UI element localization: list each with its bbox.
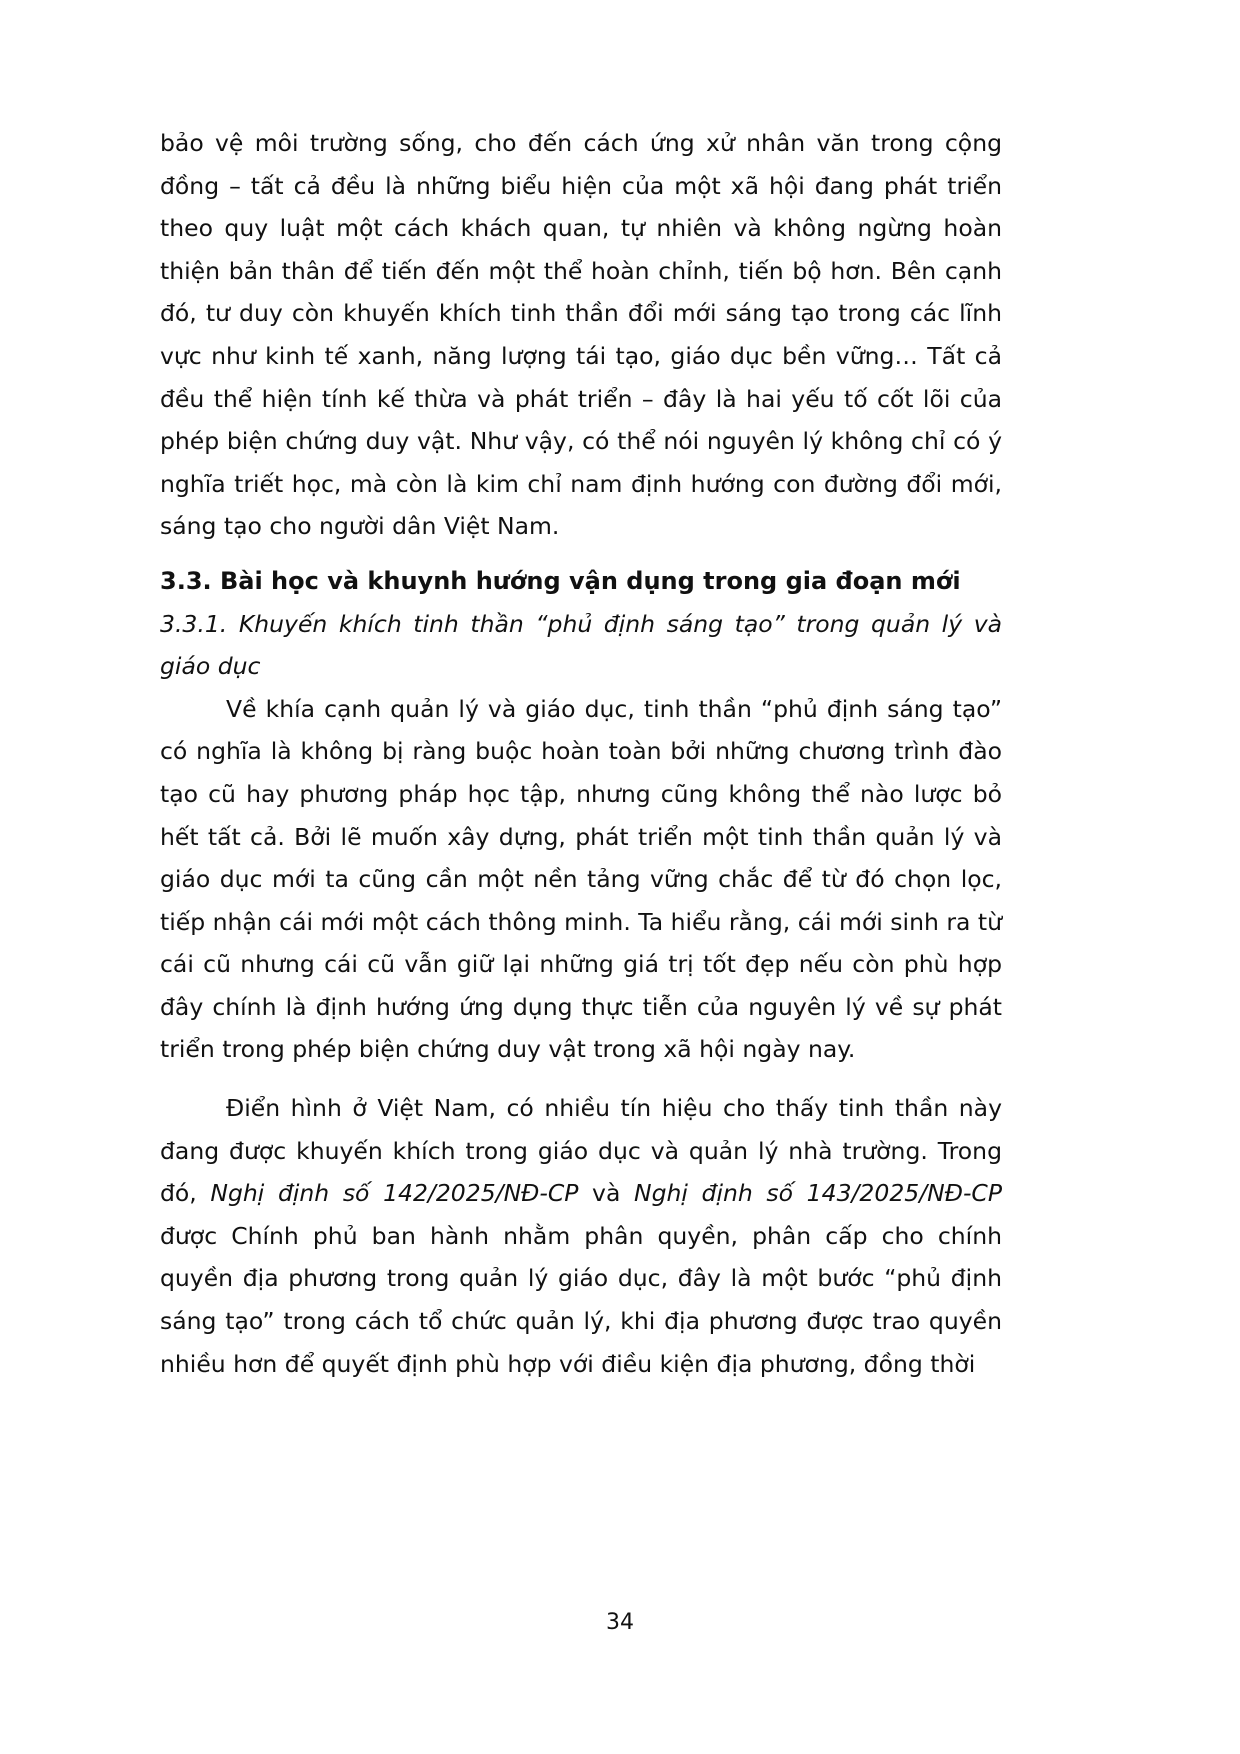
section-heading: 3.3. Bài học và khuynh hướng vận dụng trong gia đoạn mới [160,566,961,595]
paragraph-management-education: Về khía cạnh quản lý và giáo dục, tinh thần “phủ định sáng tạo” có nghĩa là không bị ràng buộc hoàn toàn bởi những chương trình đào tạo cũ hay phương pháp học tập, nhưng cũng không thể nào lược bỏ hết tất cả. Bởi lẽ muốn xây dựng, phát triển một tinh thần quản lý và giáo dục mới ta cũng cần một nền tảng vững chắc để từ đó chọn lọc, tiếp nhận cái mới một cách thông minh. Ta hiểu rằng, cái mới sinh ra từ cái cũ nhưng cái cũ vẫn giữ lại những giá trị tốt đẹp nếu còn phù hợp đây chính là định hướng ứng dụng thực tiễn của nguyên lý về sự phát triển trong phép biện chứng duy vật trong xã hội ngày nay. [160,694,1002,1064]
document-page [160,122,1002,1385]
subsection-heading: 3.3.1. Khuyến khích tinh thần “phủ định sáng tạo” trong quản lý và giáo dục [160,609,1002,681]
decree-reference-142: Nghị định số 142/2025/NĐ-CP [210,1179,579,1208]
decree-reference-143: Nghị định số 143/2025/NĐ-CP [634,1179,1003,1208]
paragraph-text: Điển hình ở Việt Nam, có nhiều tín hiệu cho thấy tinh thần này đang được khuyến khích trong giáo dục và quản lý nhà trường. Trong đó, [160,1094,1002,1208]
paragraph-text: và [578,1179,634,1208]
paragraph-continuation: bảo vệ môi trường sống, cho đến cách ứng xử nhân văn trong cộng đồng – tất cả đều là những biểu hiện của một xã hội đang phát triển theo quy luật một cách khách quan, tự nhiên và không ngừng hoàn thiện bản thân để tiến đến một thể hoàn chỉnh, tiến bộ hơn. Bên cạnh đó, tư duy còn khuyến khích tinh thần đổi mới sáng tạo trong các lĩnh vực như kinh tế xanh, năng lượng tái tạo, giáo dục bền vững… Tất cả đều thể hiện tính kế thừa và phát triển – đây là hai yếu tố cốt lõi của phép biện chứng duy vật. Như vậy, có thể nói nguyên lý không chỉ có ý nghĩa triết học, mà còn là kim chỉ nam định hướng con đường đổi mới, sáng tạo cho người dân Việt Nam. [160,129,1002,541]
paragraph-text: được Chính phủ ban hành nhằm phân quyền, phân cấp cho chính quyền địa phương trong quản lý giáo dục, đây là một bước “phủ định sáng tạo” trong cách tổ chức quản lý, khi địa phương được trao quyền nhiều hơn để quyết định phù hợp với điều kiện địa phương, đồng thời [160,1221,1002,1378]
paragraph-vietnam-example [160,1087,1002,1385]
page-number: 34 [606,1610,634,1635]
